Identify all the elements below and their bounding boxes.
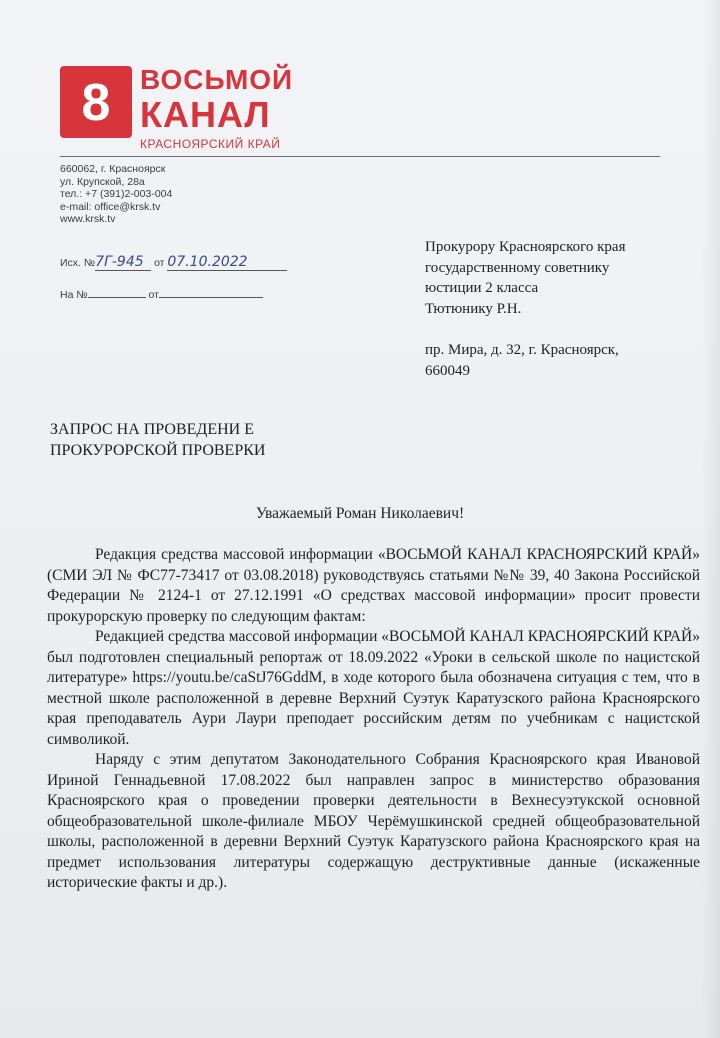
incoming-label: На № <box>60 289 88 301</box>
greeting: Уважаемый Роман Николаевич! <box>255 505 465 522</box>
outgoing-number: 7Г-945 <box>95 254 151 271</box>
body-paragraph: Наряду с этим депутатом Законодательного Собрания Красноярского края Ивановой Ириной Геннадьевной 17.08.2022 был направлен запрос в министерство образования Красноярского края о проведении проверки деятельности в Вехнесуэтукской основной общеобразовательной школе-филиале МБОУ Черёмушкинской средней общеобразовательной школы, расположенной в деревни Верхний Суэтук Каратузского района Красноярского края на предмет использования литературы содержащую деструктивные данные (искаженные исторические факты и др.). <box>47 751 700 891</box>
logo-subtitle: КРАСНОЯРСКИЙ КРАЙ <box>140 137 281 151</box>
contact-line: ул. Крупской, 28а <box>60 175 145 188</box>
contact-line: тел.: +7 (391)2-003-004 <box>60 188 173 201</box>
outgoing-date-label: от <box>154 257 165 269</box>
contact-line: 660062, г. Красноярск <box>60 163 166 175</box>
addressee-line: юстиции 2 класса <box>425 280 539 296</box>
title-line: ПРОКУРОРСКОЙ ПРОВЕРКИ <box>50 441 266 459</box>
contact-line: e-mail: office@krsk.tv <box>60 200 161 213</box>
outgoing-label: Исх. № <box>60 257 96 269</box>
addressee-line: Тютюнику Р.Н. <box>425 300 522 317</box>
addressee-block <box>425 237 625 319</box>
title-line: ЗАПРОС НА ПРОВЕДЕНИ Е <box>50 421 254 438</box>
body-paragraph: Редакция средства массовой информации «ВОСЬМОЙ КАНАЛ КРАСНОЯРСКИЙ КРАЙ» (СМИ ЭЛ № ФС77-73417 от 03.08.2018) руководствуясь статьями №№ 39, 40 Закона Российской Федерации № 2124-1 от 27.12.1991 «О средствах массовой информации» просит провести прокурорскую проверку по следующим фактам: <box>47 546 700 625</box>
document-title <box>50 420 265 461</box>
header-divider <box>60 156 660 157</box>
incoming-date-blank <box>159 297 263 298</box>
address-line: 660049 <box>425 362 470 379</box>
logo-digit: 8 <box>81 74 111 132</box>
incoming-date-label: от <box>148 289 159 301</box>
letter-body <box>47 545 700 894</box>
addressee-line: Прокурору Красноярского края <box>425 239 626 255</box>
contact-line: www.krsk.tv <box>60 213 116 226</box>
address-line: пр. Мира, д. 32, г. Красноярск, <box>425 342 619 358</box>
incoming-reference <box>60 289 263 301</box>
addressee-address <box>425 340 619 381</box>
outgoing-reference <box>60 254 287 271</box>
logo-title-line2: КАНАЛ <box>140 94 271 135</box>
sender-contacts <box>60 163 172 226</box>
addressee-line: государственному советнику <box>425 259 610 276</box>
incoming-number-blank <box>88 297 146 298</box>
body-paragraph: Редакцией средства массовой информации «ВОСЬМОЙ КАНАЛ КРАСНОЯРСКИЙ КРАЙ» был подготовлен специальный репортаж от 18.09.2022 «Уроки в сельской школе по нацистской литературе» https://youtu.be/caStJ76GddM, в ходе которого была обозначена ситуация с тем, что в местной школе расположенной в деревне Верхний Суэтук Каратузского района Красноярского края преподаватель Аури Лаури преподает российским детям по учебникам с нацистской символикой. <box>47 628 700 748</box>
channel-logo-icon <box>60 66 132 138</box>
outgoing-date: 07.10.2022 <box>167 254 287 271</box>
logo-title-line1: ВОСЬМОЙ <box>140 64 294 95</box>
